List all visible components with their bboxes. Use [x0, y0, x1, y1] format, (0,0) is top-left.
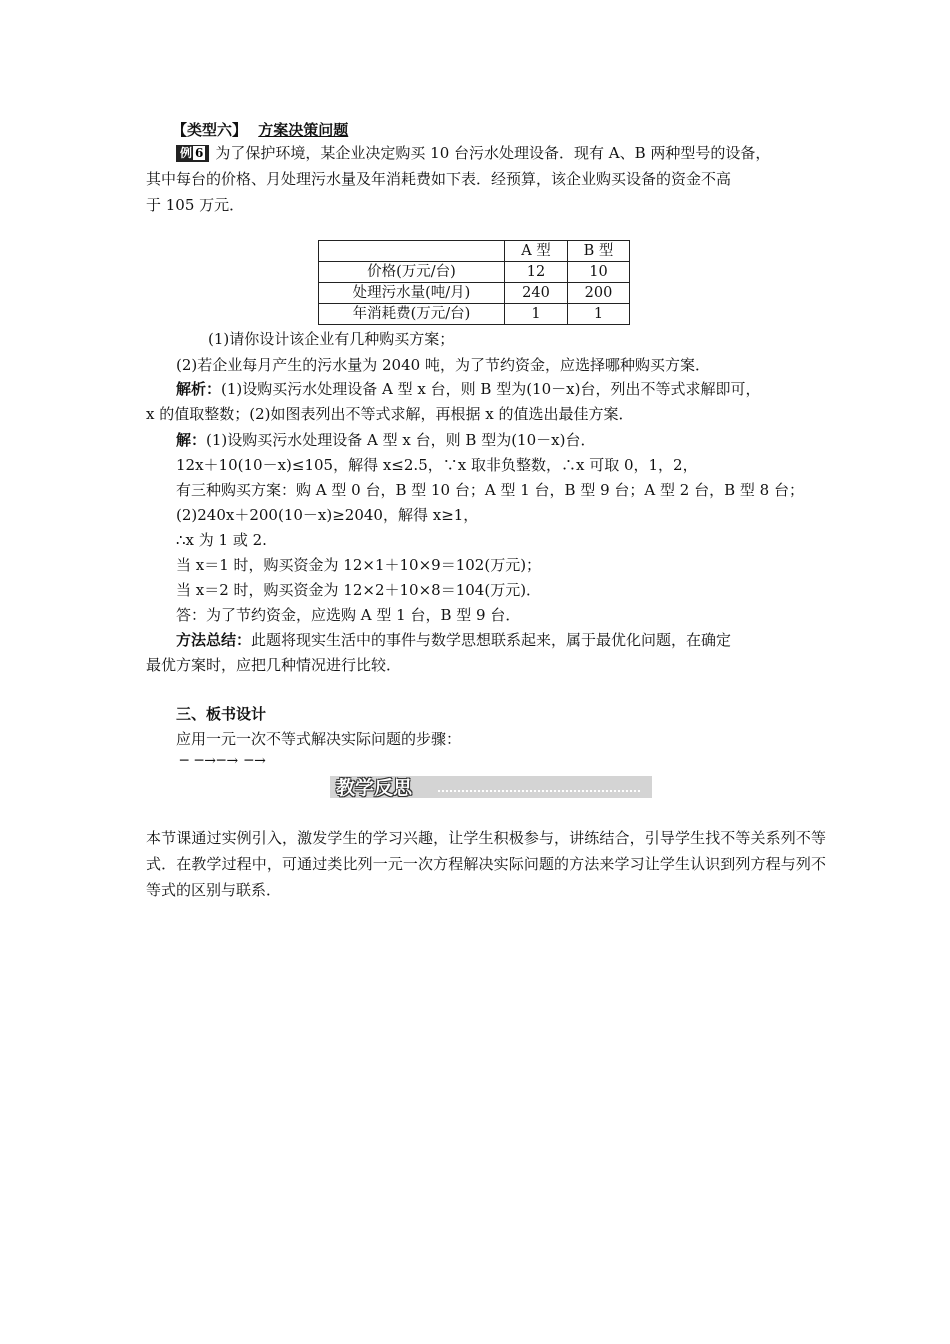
table-cell: 1 [568, 304, 630, 325]
reflection-banner [330, 776, 652, 798]
table-row [319, 283, 630, 304]
summary-text-1: 此题将现实生活中的事件与数学思想联系起来，属于最优化问题，在确定 [251, 631, 732, 649]
example-line-2: 其中每台的价格、月处理污水量及年消耗费如下表．经预算，该企业购买设备的资金不高 [146, 170, 732, 188]
table-cell: A 型 [505, 241, 568, 262]
table-cell [319, 241, 505, 262]
solution-line-5: ∴x 为 1 或 2. [176, 531, 267, 549]
summary-line-1 [176, 629, 731, 651]
table-cell: 10 [568, 262, 630, 283]
analysis-line-1 [176, 378, 760, 400]
summary-line-2: 最优方案时，应把几种情况进行比较． [146, 656, 402, 674]
solution-line-3: 有三种购买方案：购 A 型 0 台，B 型 10 台；A 型 1 台，B 型 9 台；A 型 2 台，B 型 8 台； [176, 481, 804, 499]
table-row [319, 262, 630, 283]
spec-table [318, 240, 630, 325]
table-header-row [319, 241, 630, 262]
table-cell: 240 [505, 283, 568, 304]
question-1: (1)请你设计该企业有几种购买方案； [208, 330, 455, 348]
board-heading: 三、板书设计 [176, 705, 267, 723]
table-cell: 价格(万元/台) [319, 262, 505, 283]
example-badge: 例 6 [176, 145, 209, 162]
analysis-label: 解析： [176, 380, 222, 398]
table-cell: 年消耗费(万元/台) [319, 304, 505, 325]
solution-line-8: 答：为了节约资金，应选购 A 型 1 台，B 型 9 台． [176, 606, 521, 624]
board-line-1: 应用一元一次不等式解决实际问题的步骤： [176, 730, 462, 748]
solution-text-1: (1)设购买污水处理设备 A 型 x 台，则 B 型为(10－x)台． [206, 431, 596, 449]
banner-dots [438, 790, 640, 792]
solution-line-7: 当 x＝2 时，购买资金为 12×2＋10×8＝104(万元)． [176, 581, 542, 599]
flow-arrows: ─ ─→─→ ─→ [180, 753, 267, 769]
summary-label: 方法总结： [176, 631, 252, 649]
solution-line-6: 当 x＝1 时，购买资金为 12×1＋10×9＝102(万元)； [176, 556, 542, 574]
type-heading-bracket: 【类型六】 [172, 121, 248, 139]
table-cell: 12 [505, 262, 568, 283]
example-line-3: 于 105 万元． [146, 196, 245, 214]
solution-label: 解： [176, 431, 207, 449]
table-row [319, 304, 630, 325]
analysis-line-2: x 的值取整数；(2)如图表列出不等式求解，再根据 x 的值选出最佳方案． [146, 405, 634, 423]
solution-line-4: (2)240x＋200(10－x)≥2040，解得 x≥1， [176, 506, 479, 524]
table-cell: B 型 [568, 241, 630, 262]
table-cell: 200 [568, 283, 630, 304]
example-line-1 [176, 142, 770, 164]
example-text-1: 为了保护环境，某企业决定购买 10 台污水处理设备．现有 A、B 两种型号的设备， [215, 144, 771, 162]
analysis-text-1: (1)设购买污水处理设备 A 型 x 台，则 B 型为(10－x)台，列出不等式求解即可， [221, 380, 761, 398]
type-heading [172, 119, 348, 141]
reflection-banner-label: 教学反思 [336, 777, 413, 799]
type-heading-title: 方案决策问题 [258, 121, 349, 139]
solution-line-2: 12x＋10(10－x)≤105，解得 x≤2.5，∵x 取非负整数，∴x 可取 0，1，2， [176, 456, 698, 474]
table-cell: 1 [505, 304, 568, 325]
reflection-text: 本节课通过实例引入，激发学生的学习兴趣，让学生积极参与，讲练结合，引导学生找不等关系列不等式．在教学过程中，可通过类比列一元一次方程解决实际问题的方法来学习让学生认识到列方程与列不等式的区别与联系． [146, 829, 826, 899]
table-cell: 处理污水量(吨/月) [319, 283, 505, 304]
solution-line-1 [176, 429, 595, 451]
question-2: (2)若企业每月产生的污水量为 2040 吨，为了节约资金，应选择哪种购买方案． [176, 356, 710, 374]
